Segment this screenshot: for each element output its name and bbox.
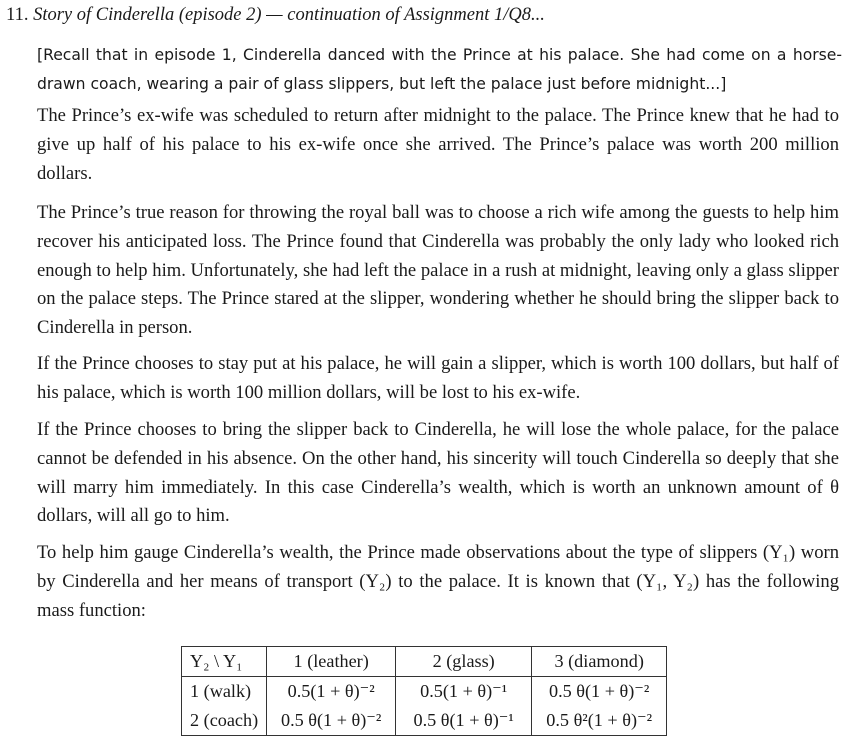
paragraph-return-option: If the Prince chooses to bring the slipper back to Cinderella, he will lose the whole palace, for the palace cannot be defended in his absence. On the other hand, his sincerity will touch Cinderella so deeply that she will marry him immediately. In this case Cinderella’s wealth, which is worth an unknown amount of θ dollars, will all go to him. [37, 419, 839, 527]
table-corner-cell: Y₂ \ Y₁ [182, 647, 267, 677]
table-cell: 0.5 θ²(1 + θ)⁻² [532, 706, 667, 736]
table-header-row [182, 647, 667, 677]
table-row-walk [182, 677, 667, 707]
table-cell: 0.5 θ(1 + θ)⁻¹ [396, 706, 532, 736]
column-header-diamond: 3 (diamond) [532, 647, 667, 677]
table-cell: 0.5 θ(1 + θ)⁻² [267, 706, 396, 736]
column-header-glass: 2 (glass) [396, 647, 532, 677]
recall-note: [Recall that in episode 1, Cinderella danced with the Prince at his palace. She had come on a horse-drawn coach, wearing a pair of glass slippers, but left the palace just before midnight...] [37, 46, 842, 93]
paragraph-stay-option: If the Prince chooses to stay put at his palace, he will gain a slipper, which is worth 100 dollars, but half of his palace, which is worth 100 million dollars, will be lost to his ex-wife. [37, 353, 839, 403]
table-row-coach [182, 706, 667, 736]
paragraph-exwife: The Prince’s ex-wife was scheduled to return after midnight to the palace. The Prince knew that he had to give up half of his palace to his ex-wife once she arrived. The Prince’s palace was worth 200 million dollars. [37, 105, 839, 184]
question-title: Story of Cinderella (episode 2) — continuation of Assignment 1/Q8... [33, 5, 545, 25]
paragraph-royal-ball: The Prince’s true reason for throwing the royal ball was to choose a rich wife among the guests to help him recover his anticipated loss. The Prince found that Cinderella was probably the only lady who looked rich enough to help him. Unfortunately, she had left the palace in a rush at midnight, leaving only a glass slipper on the palace steps. The Prince stared at the slipper, wondering whether he should bring the slipper back to Cinderella in person. [37, 202, 839, 339]
question-heading [6, 2, 545, 28]
table-cell: 0.5(1 + θ)⁻¹ [396, 677, 532, 707]
mass-function-table-wrapper [181, 646, 667, 736]
question-number: 11. [6, 5, 29, 25]
paragraph-observations: To help him gauge Cinderella’s wealth, the Prince made observations about the type of slippers (Y₁) worn by Cinderella and her means of transport (Y₂) to the palace. It is known that (Y₁, Y₂) has the following mass function: [37, 542, 839, 621]
table-cell: 0.5 θ(1 + θ)⁻² [532, 677, 667, 707]
mass-function-table [181, 646, 667, 736]
row-header-walk: 1 (walk) [182, 677, 267, 707]
column-header-leather: 1 (leather) [267, 647, 396, 677]
row-header-coach: 2 (coach) [182, 706, 267, 736]
table-cell: 0.5(1 + θ)⁻² [267, 677, 396, 707]
